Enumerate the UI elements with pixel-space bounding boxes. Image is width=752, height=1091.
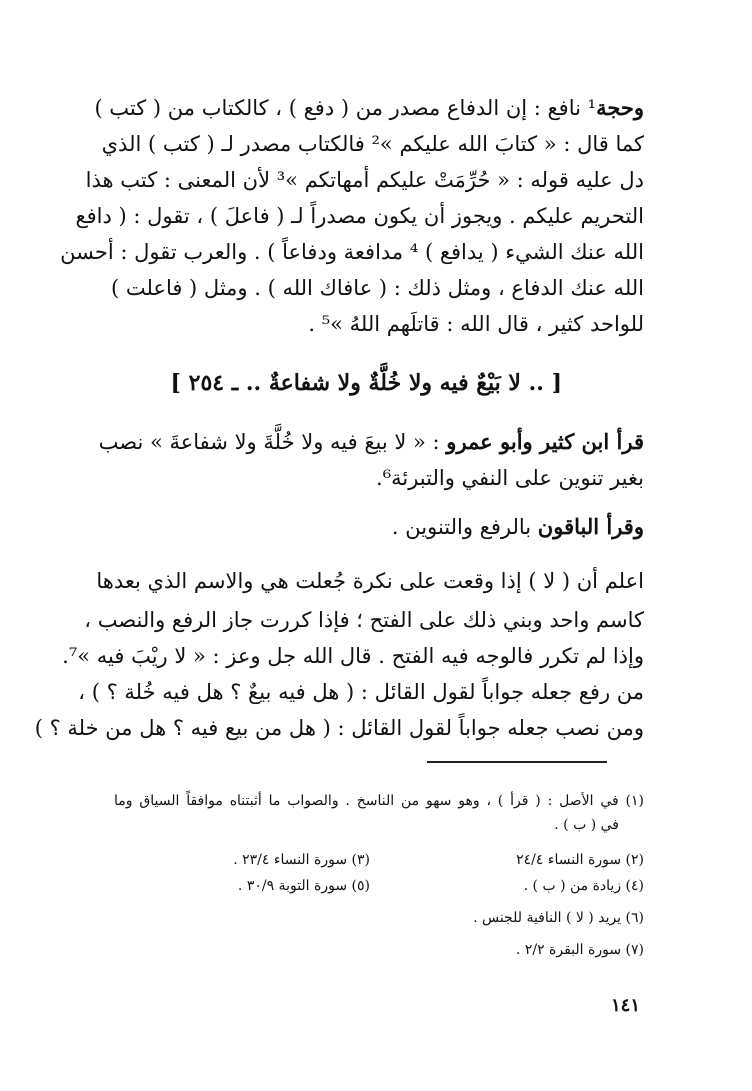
body-line — [62, 638, 644, 674]
footnote-7: (٧) سورة البقرة ٢/٢ . — [515, 942, 644, 958]
reader-names: قرأ ابن كثير وأبو عمرو — [446, 429, 644, 454]
reader-names: وقرأ الباقون — [537, 514, 644, 539]
body-line — [84, 602, 644, 638]
line-text: بغير تنوين على النفي والتبرئة⁶. — [376, 466, 644, 490]
line-text: دل عليه قوله : « حُرِّمَتْ عليكم أمهاتكم »³ لأن المعنى : كتب هذا — [85, 168, 644, 192]
line-text: للواحد كثير ، قال الله : قاتلَهم اللهُ »⁵ . — [308, 312, 644, 336]
section-heading: [ .. لا بَيْعٌ فيه ولا خُلَّةٌ ولا شفاعةٌ .. ـ ٢٥٤ ] — [170, 370, 562, 396]
footnote-1: (١) في الأصل : ( قرأ ) ، وهو سهو من الناسخ . والصواب ما أثبتناه موافقاً السياق وما — [114, 793, 644, 809]
body-line — [110, 270, 644, 306]
page-number: ١٤١ — [610, 995, 640, 1016]
line-text: الله عنك الشيء ( يدافع ) ⁴ مدافعة ودفاعاً ) . والعرب تقول : أحسن — [60, 240, 644, 264]
footnote-5: (٥) سورة التوبة ٣٠/٩ . — [237, 878, 370, 894]
footnote-1-cont: في ( ب ) . — [554, 817, 619, 833]
line-text: ومن نصب جعله جواباً لقول القائل : ( هل من بيع فيه ؟ هل من خلة ؟ ) — [34, 716, 644, 740]
footnote-4: (٤) زيادة من ( ب ) . — [523, 878, 644, 894]
line-text: بالرفع والتنوين . — [391, 515, 538, 539]
body-line — [114, 509, 644, 545]
body-line — [94, 90, 644, 126]
line-text: وإذا لم تكرر فالوجه فيه الفتح . قال الله جل وعز : « لا ريْبَ فيه »⁷. — [62, 644, 644, 668]
line-text: من رفع جعله جواباً لقول القائل : ( هل فيه بيعٌ ؟ هل فيه خُلة ؟ ) ، — [78, 680, 644, 704]
body-line — [75, 198, 644, 234]
footnote-6: (٦) يريد ( لا ) النافية للجنس . — [473, 910, 644, 926]
footnote-2: (٢) سورة النساء ٢٤/٤ — [516, 852, 644, 868]
body-line — [98, 424, 644, 460]
body-line — [114, 306, 644, 342]
line-text: التحريم عليكم . ويجوز أن يكون مصدراً لـ ( فاعلَ ) ، تقول : ( دافع — [75, 204, 644, 228]
line-text: اعلم أن ( لا ) إذا وقعت على نكرة جُعلت هي والاسم الذي بعدها — [96, 569, 644, 593]
body-line — [114, 460, 644, 496]
body-line — [34, 710, 644, 746]
body-line — [96, 563, 644, 599]
line-text: كما قال : « كتابَ الله عليكم »² فالكتاب مصدر لـ ( كتب ) الذي — [101, 132, 644, 156]
body-line — [101, 126, 644, 162]
line-text: : « لا بيعَ فيه ولا خُلَّةَ ولا شفاعةَ » نصب — [98, 430, 447, 454]
footnote-separator — [427, 761, 607, 763]
line-text: كاسم واحد وبني ذلك على الفتح ؛ فإذا كررت جاز الرفع والنصب ، — [84, 608, 644, 632]
line-text: ¹ نافع : إن الدفاع مصدر من ( دفع ) ، كالكتاب من ( كتب ) — [94, 96, 597, 120]
line-text: الله عنك الدفاع ، ومثل ذلك : ( عافاك الله ) . ومثل ( فاعلت ) — [110, 276, 644, 300]
footnote-3: (٣) سورة النساء ٢٣/٤ . — [233, 852, 370, 868]
body-line — [60, 234, 644, 270]
body-line — [78, 674, 644, 710]
lead-word: وحجة — [596, 95, 644, 120]
body-line — [85, 162, 644, 198]
